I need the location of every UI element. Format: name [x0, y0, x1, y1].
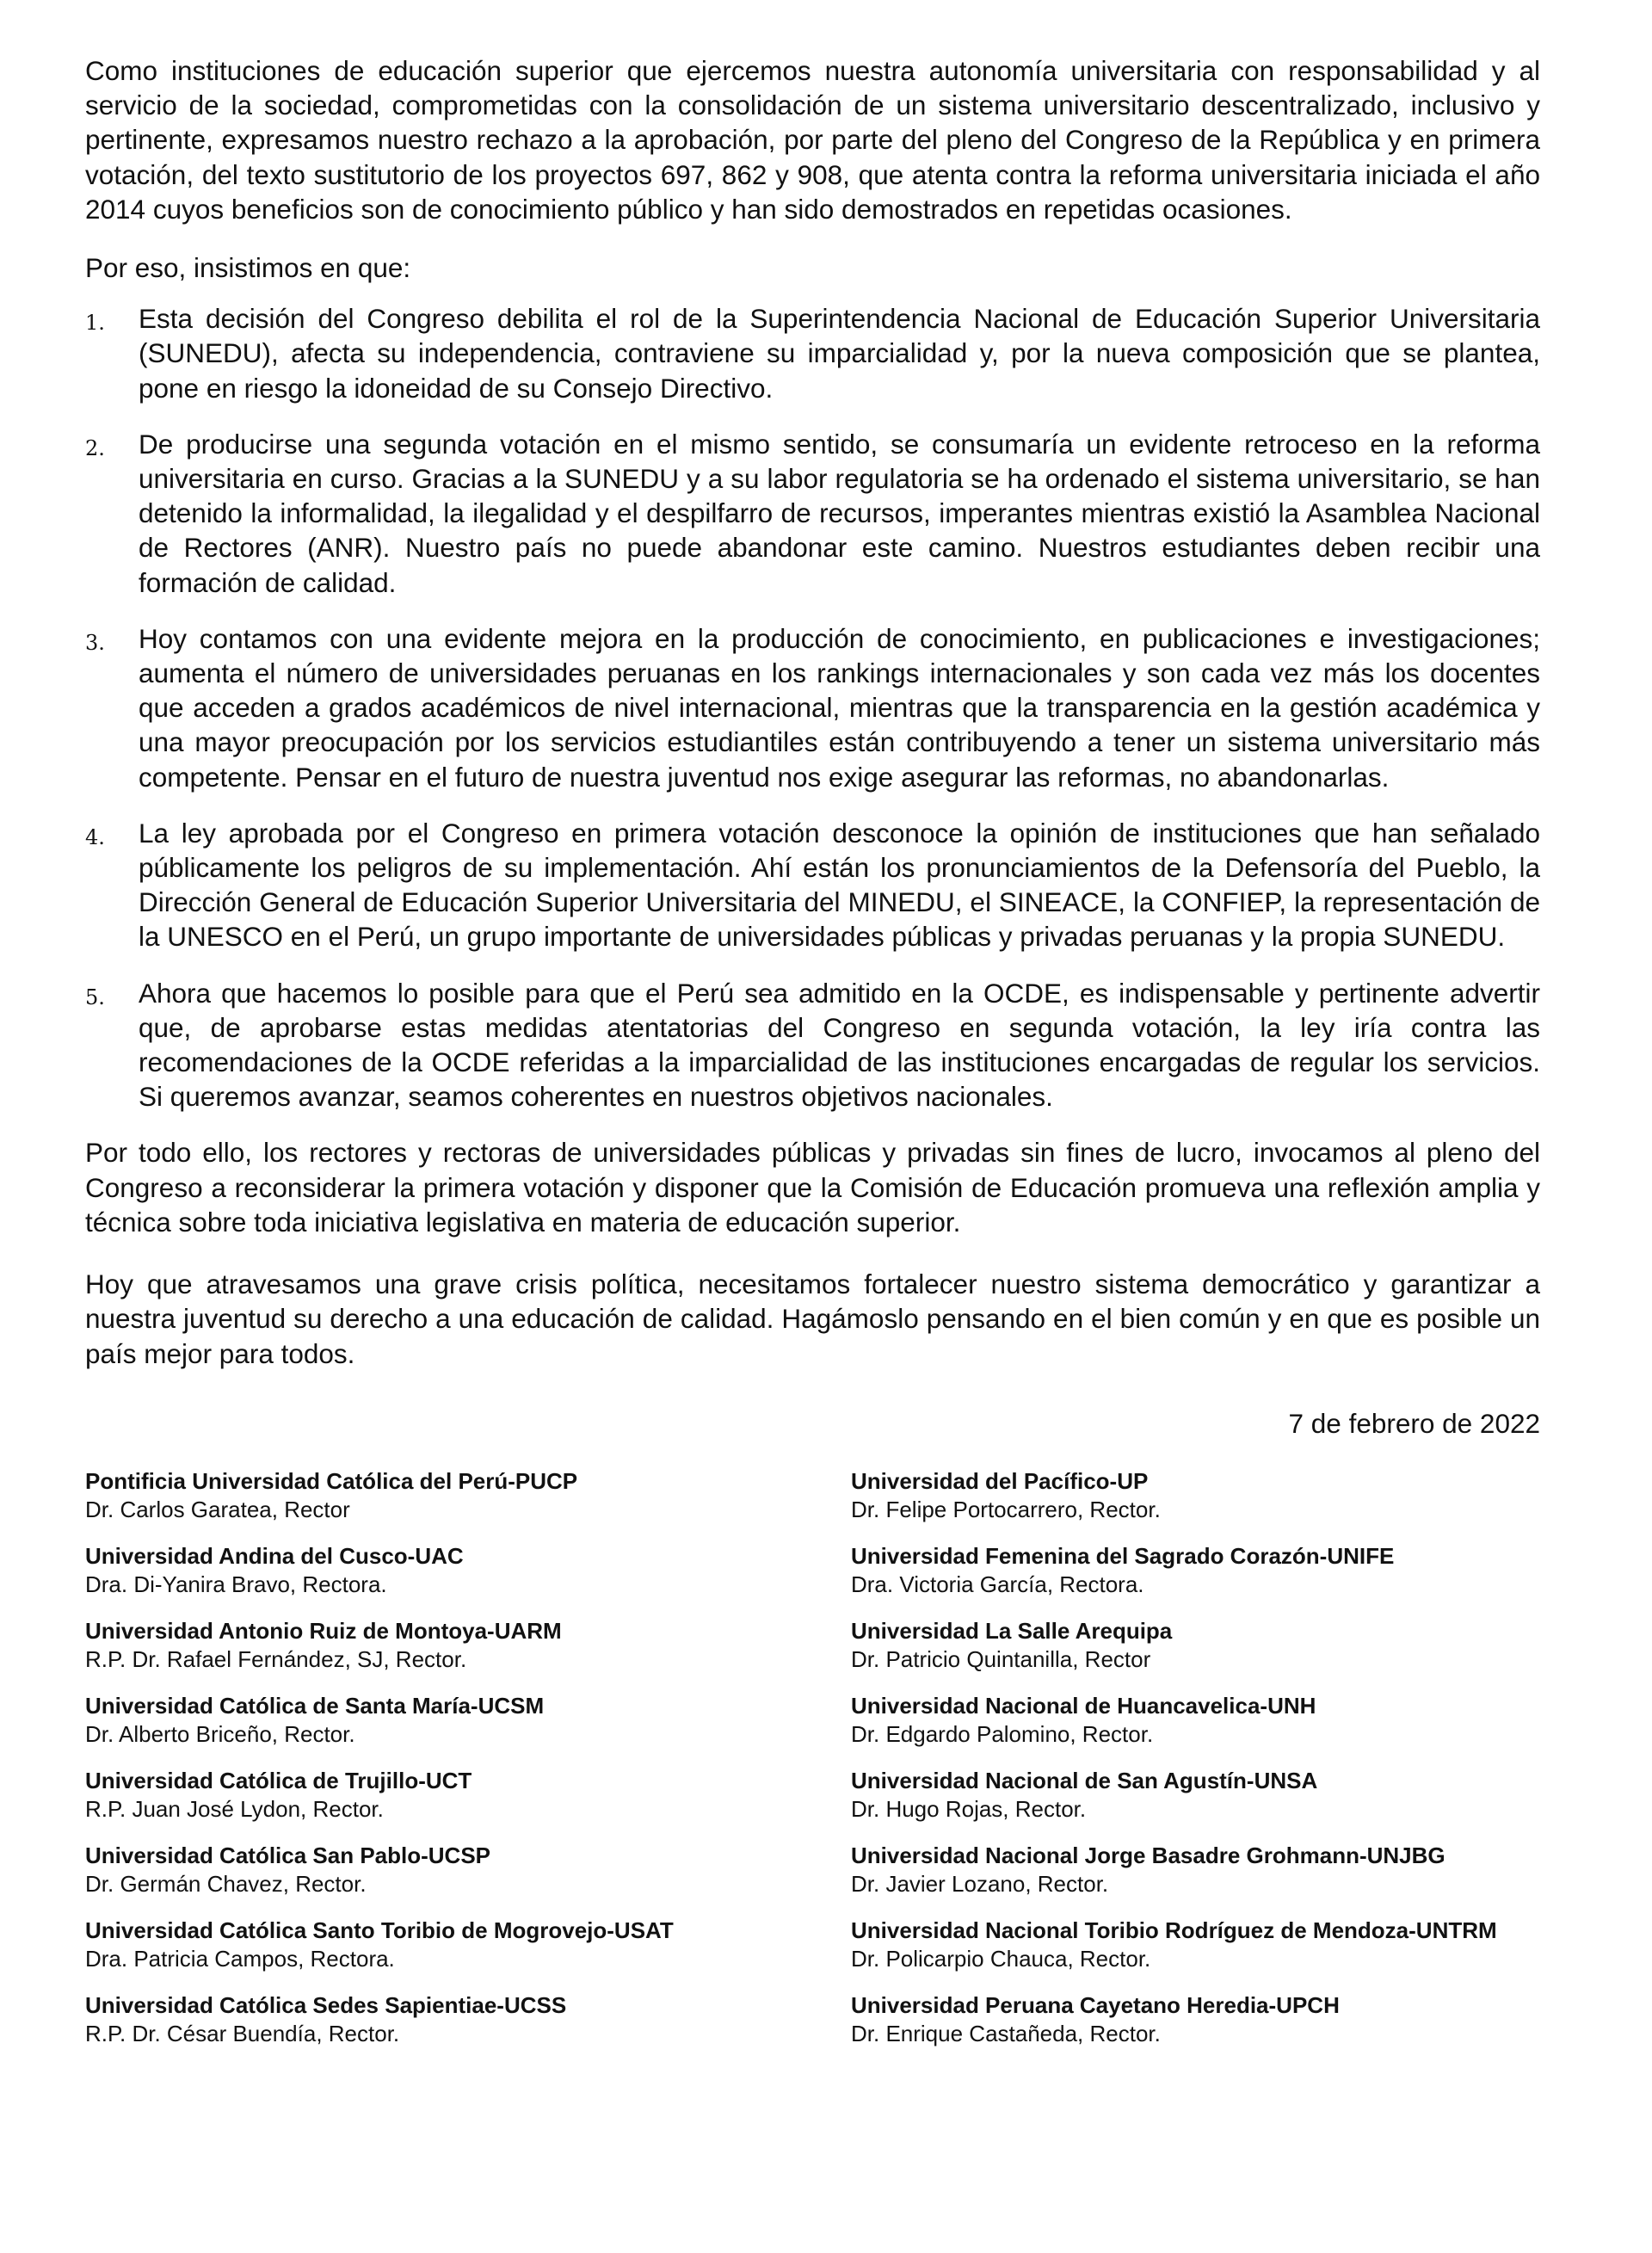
signatory-name: Dr. Enrique Castañeda, Rector.	[851, 2020, 1161, 2046]
point-number: 4.	[85, 824, 105, 849]
point-number: 2.	[85, 435, 105, 460]
signatory-institution: Universidad Nacional de San Agustín-UNSA	[851, 1767, 1318, 1793]
point-item-2	[85, 427, 1540, 600]
signatory-name: Dr. Felipe Portocarrero, Rector.	[851, 1496, 1161, 1522]
signatory-block	[851, 1917, 1539, 1991]
signatory-block	[851, 1842, 1539, 1917]
signatory-block	[85, 1617, 851, 1692]
signatory-institution: Universidad Católica Sedes Sapientiae-UCSS	[85, 1991, 567, 2018]
signatory-institution: Universidad Nacional Jorge Basadre Grohmann-UNJBG	[851, 1842, 1446, 1868]
signatory-institution: Universidad Nacional de Huancavelica-UNH	[851, 1692, 1316, 1719]
signatory-name: Dra. Patricia Campos, Rectora.	[85, 1945, 395, 1972]
signatory-block	[851, 1617, 1539, 1692]
lead-paragraph: Por eso, insistimos en que:	[85, 252, 411, 284]
signatory-institution: Universidad Andina del Cusco-UAC	[85, 1542, 464, 1569]
signatory-name: Dr. Germán Chavez, Rector.	[85, 1870, 367, 1897]
signatory-institution: Universidad del Pacífico-UP	[851, 1467, 1149, 1494]
signatory-block	[85, 1991, 851, 2066]
signatory-name: Dr. Alberto Briceño, Rector.	[85, 1720, 355, 1747]
closing-paragraph-1: Por todo ello, los rectores y rectoras de universidades públicas y privadas sin fines de lucro, invocamos al pleno del Congreso a reconsiderar la primera votación y disponer que la Comisión de Educación promueva una reflexión amplia y técnica sobre toda iniciativa legislativa en materia de educación superior.	[85, 1137, 1540, 1238]
signatory-block	[851, 1991, 1539, 2066]
signatory-institution: Universidad Católica San Pablo-UCSP	[85, 1842, 491, 1868]
signatory-block	[85, 1467, 851, 1542]
point-number: 1.	[85, 311, 105, 336]
signatory-block	[85, 1767, 851, 1842]
signatory-institution: Universidad Católica de Trujillo-UCT	[85, 1767, 472, 1793]
signatory-name: R.P. Dr. Rafael Fernández, SJ, Rector.	[85, 1645, 467, 1672]
point-text: De producirse una segunda votación en el mismo sentido, se consumaría un evidente retroceso en la reforma universitaria en curso. Gracias a la SUNEDU y a su labor regulatoria se ha ordenado el sistema universitario, se han detenido la informalidad, la ilegalidad y el despilfarro de recursos, imperantes mientras existió la Asamblea Nacional de Rectores (ANR). Nuestro país no puede abandonar este camino. Nuestros estudiantes deben recibir una formación de calidad.	[139, 428, 1540, 598]
letter-date: 7 de febrero de 2022	[1288, 1407, 1540, 1439]
letter-page	[85, 53, 1540, 2066]
signatory-name: R.P. Juan José Lydon, Rector.	[85, 1795, 384, 1822]
signatory-block	[85, 1917, 851, 1991]
intro-paragraph: Como instituciones de educación superior que ejercemos nuestra autonomía universitaria con responsabilidad y al servicio de la sociedad, comprometidas con la consolidación de un sistema universitario descentralizado, inclusivo y pertinente, expresamos nuestro rechazo a la aprobación, por parte del pleno del Congreso de la República y en primera votación, del texto sustitutorio de los proyectos 697, 862 y 908, que atenta contra la reforma universitaria iniciada el año 2014 cuyos beneficios son de conocimiento público y han sido demostrados en repetidas ocasiones.	[85, 55, 1540, 225]
signatory-institution: Universidad Antonio Ruiz de Montoya-UARM	[85, 1617, 562, 1644]
signatory-block	[85, 1842, 851, 1917]
signatory-name: R.P. Dr. César Buendía, Rector.	[85, 2020, 400, 2046]
point-text: La ley aprobada por el Congreso en primera votación desconoce la opinión de instituciones que han señalado públicamente los peligros de su implementación. Ahí están los pronunciamientos de la Defensoría del Pueblo, la Dirección General de Educación Superior Universitaria del MINEDU, el SINEACE, la CONFIEP, la representación de la UNESCO en el Perú, un grupo importante de universidades públicas y privadas peruanas y la propia SUNEDU.	[139, 817, 1540, 953]
signatory-name: Dr. Javier Lozano, Rector.	[851, 1870, 1109, 1897]
signatory-name: Dr. Hugo Rojas, Rector.	[851, 1795, 1087, 1822]
signatory-name: Dr. Patricio Quintanilla, Rector	[851, 1645, 1151, 1672]
points-list	[85, 301, 1540, 1114]
point-text: Ahora que hacemos lo posible para que el Perú sea admitido en la OCDE, es indispensable y pertinente advertir que, de aprobarse estas medidas atentatorias del Congreso en segunda votación, la ley iría contra las recomendaciones de la OCDE referidas a la imparcialidad de las instituciones encargadas de regular los servicios. Si queremos avanzar, seamos coherentes en nuestros objetivos nacionales.	[139, 977, 1540, 1113]
signatory-block	[851, 1467, 1539, 1542]
signatory-name: Dr. Carlos Garatea, Rector	[85, 1496, 350, 1522]
signatory-block	[851, 1692, 1539, 1767]
point-item-5	[85, 976, 1540, 1114]
signatory-name: Dra. Victoria García, Rectora.	[851, 1571, 1144, 1597]
signatory-institution: Universidad Católica Santo Toribio de Mogrovejo-USAT	[85, 1917, 674, 1943]
signatory-block	[85, 1692, 851, 1767]
point-number: 5.	[85, 985, 105, 1009]
signatories-grid	[85, 1467, 1540, 2066]
signatory-name: Dra. Di-Yanira Bravo, Rectora.	[85, 1571, 387, 1597]
signatory-institution: Pontificia Universidad Católica del Perú-PUCP	[85, 1467, 578, 1494]
signatory-institution: Universidad Femenina del Sagrado Corazón-UNIFE	[851, 1542, 1395, 1569]
point-text: Esta decisión del Congreso debilita el rol de la Superintendencia Nacional de Educación Superior Universitaria (SUNEDU), afecta su independencia, contraviene su imparcialidad y, por la nueva composición que se plantea, pone en riesgo la idoneidad de su Consejo Directivo.	[139, 303, 1540, 404]
point-item-1	[85, 301, 1540, 405]
signatory-institution: Universidad Nacional Toribio Rodríguez de Mendoza-UNTRM	[851, 1917, 1497, 1943]
signatory-block	[85, 1542, 851, 1617]
signatory-name: Dr. Edgardo Palomino, Rector.	[851, 1720, 1154, 1747]
point-number: 3.	[85, 630, 105, 655]
point-item-3	[85, 621, 1540, 794]
point-text: Hoy contamos con una evidente mejora en la producción de conocimiento, en publicaciones e investigaciones; aumenta el número de universidades peruanas en los rankings internacionales y son cada vez más los docentes que acceden a grados académicos de nivel internacional, mientras que la transparencia en la gestión académica y una mayor preocupación por los servicios estudiantiles están contribuyendo a tener un sistema universitario más competente. Pensar en el futuro de nuestra juventud nos exige asegurar las reformas, no abandonarlas.	[139, 622, 1540, 793]
point-item-4	[85, 816, 1540, 954]
signatory-block	[851, 1767, 1539, 1842]
signatory-institution: Universidad La Salle Arequipa	[851, 1617, 1173, 1644]
closing-paragraph-2: Hoy que atravesamos una grave crisis política, necesitamos fortalecer nuestro sistema democrático y garantizar a nuestra juventud su derecho a una educación de calidad. Hagámoslo pensando en el bien común y en que es posible un país mejor para todos.	[85, 1268, 1540, 1369]
signatory-block	[851, 1542, 1539, 1617]
signatory-name: Dr. Policarpio Chauca, Rector.	[851, 1945, 1151, 1972]
signatory-institution: Universidad Peruana Cayetano Heredia-UPCH	[851, 1991, 1340, 2018]
signatory-institution: Universidad Católica de Santa María-UCSM	[85, 1692, 545, 1719]
